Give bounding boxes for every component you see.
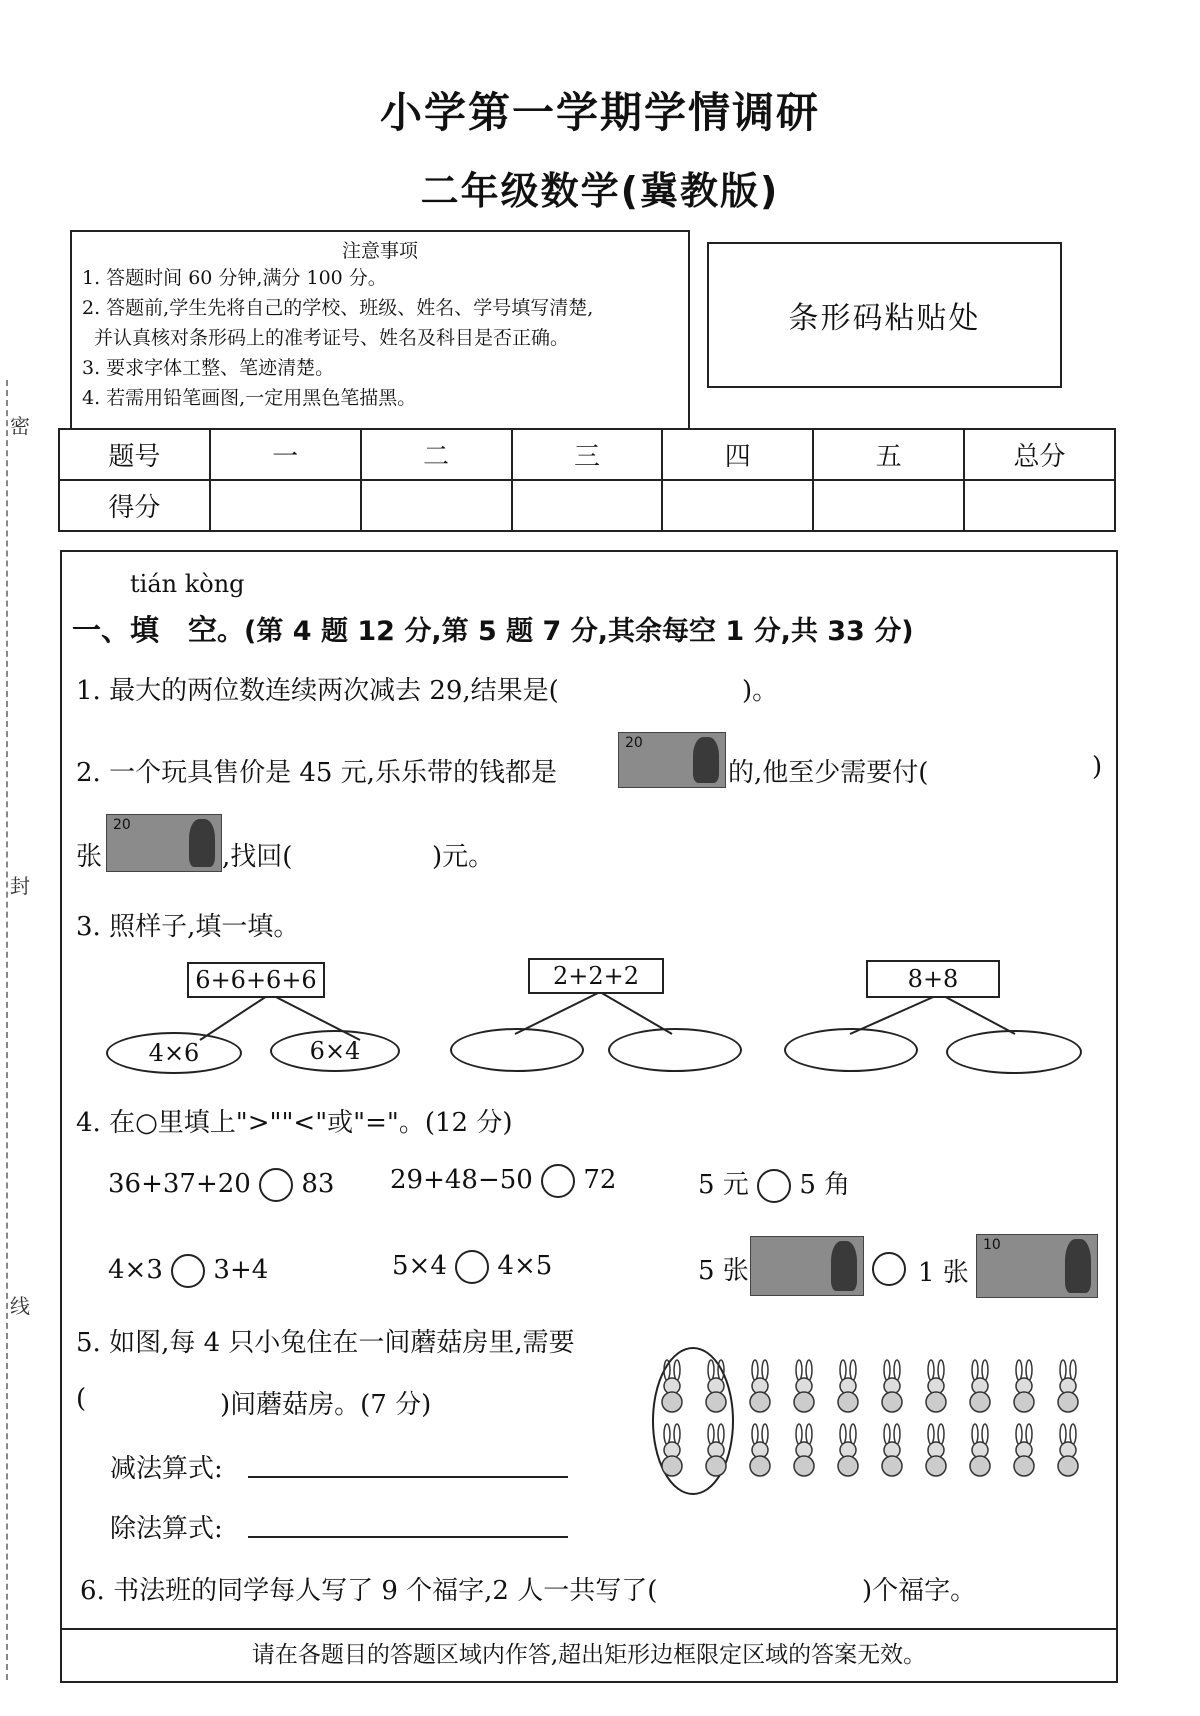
banknote-image (750, 1236, 864, 1296)
score-row (59, 480, 1115, 531)
q2-text-c: 张 (76, 842, 103, 872)
side-char-xian: 线 (10, 1294, 30, 1318)
q3-oval-3-right[interactable] (946, 1030, 1082, 1074)
q4-right-label: 1 张 (918, 1258, 969, 1288)
score-row-label: 得分 (59, 480, 210, 531)
rabbit-icon (926, 1424, 946, 1476)
q4-right: 5 角 (799, 1170, 851, 1200)
q4-right: 72 (583, 1165, 617, 1195)
rabbit-icon (838, 1424, 858, 1476)
q4-right: 4×5 (497, 1251, 553, 1281)
notice-title: 注意事项 (341, 240, 418, 262)
q2-text-e: )元。 (432, 842, 495, 872)
rabbit-icon (794, 1424, 814, 1476)
q2-answer-blank-1[interactable] (960, 752, 1090, 786)
rabbit-icon (662, 1424, 682, 1476)
section-title: 一、填 空 (72, 613, 218, 647)
score-cell[interactable] (964, 480, 1115, 531)
score-cell[interactable] (813, 480, 964, 531)
q4-left: 29+48−50 (390, 1165, 533, 1195)
q2-text-b: 的,他至少需要付( (728, 758, 929, 788)
q1-close: )。 (742, 676, 779, 706)
score-cell[interactable] (512, 480, 663, 531)
banknote-value: 20 (113, 817, 131, 833)
q3-box-2: 2+2+2 (528, 958, 664, 994)
rabbit-icon (1058, 1424, 1078, 1476)
q5-sub-label: 减法算式: (110, 1454, 223, 1484)
score-header-row (59, 429, 1115, 480)
division-answer-line[interactable] (248, 1536, 568, 1538)
score-header: 题号 (59, 429, 210, 480)
q3-oval-2-left[interactable] (450, 1028, 584, 1072)
q2-close-paren: ) (1092, 752, 1103, 782)
banknote-value: 10 (983, 1237, 1001, 1253)
q6-answer-blank[interactable] (730, 1570, 860, 1604)
q3-text: 3. 照样子,填一填。 (76, 912, 300, 942)
score-header: 五 (813, 429, 964, 480)
banknote-20-image (106, 814, 222, 872)
footer-notice (62, 1628, 1116, 1680)
rabbit-icon (706, 1360, 726, 1412)
q6-text: 6. 书法班的同学每人写了 9 个福字,2 人一共写了( (80, 1576, 658, 1606)
q3-box-1: 6+6+6+6 (187, 962, 325, 998)
rabbit-icon (838, 1360, 858, 1412)
q4-item (390, 1164, 616, 1198)
notice-line: 4. 若需用铅笔画图,一定用黑色笔描黑。 (82, 387, 417, 409)
rabbit-icon (882, 1360, 902, 1412)
rabbit-icon (970, 1360, 990, 1412)
q3-oval-2-right[interactable] (608, 1028, 742, 1072)
compare-circle[interactable] (259, 1168, 293, 1202)
q4-text: 4. 在○里填上">""<"或"="。(12 分) (76, 1108, 513, 1138)
q4-left: 36+37+20 (108, 1169, 251, 1199)
banknote-value: 20 (625, 735, 643, 751)
side-char-mi: 密 (10, 414, 30, 438)
q2-answer-blank-2[interactable] (310, 836, 430, 870)
q4-left: 4×3 (108, 1255, 163, 1285)
rabbit-icon (706, 1424, 726, 1476)
score-header: 三 (512, 429, 663, 480)
q4-left: 5 元 (698, 1170, 749, 1200)
compare-circle[interactable] (541, 1164, 575, 1198)
notice-line: 2. 答题前,学生先将自己的学校、班级、姓名、学号填写清楚, (82, 297, 594, 319)
rabbit-icon (970, 1424, 990, 1476)
compare-circle[interactable] (171, 1254, 205, 1288)
q5-text-a: 5. 如图,每 4 只小兔住在一间蘑菇房里,需要 (76, 1328, 575, 1358)
rabbit-icon (794, 1360, 814, 1412)
notice-line: 3. 要求字体工整、笔迹清楚。 (82, 357, 335, 379)
q2-text-d: ,找回( (222, 842, 293, 872)
rabbit-icon (750, 1424, 770, 1476)
q3-oval-3-left[interactable] (784, 1028, 918, 1072)
section-points: 。(第 4 题 12 分,第 5 题 7 分,其余每空 1 分,共 33 分) (217, 616, 914, 647)
q5-answer-blank[interactable] (100, 1384, 218, 1418)
q5-text-c: )间蘑菇房。(7 分) (220, 1390, 432, 1420)
q4-item (108, 1168, 334, 1202)
rabbit-icon (1014, 1360, 1034, 1412)
notice-box (70, 230, 690, 430)
subtraction-answer-line[interactable] (248, 1476, 568, 1478)
rabbit-icon (750, 1360, 770, 1412)
q3-box-3: 8+8 (866, 960, 1000, 998)
section-pinyin: tián kòng (130, 570, 245, 598)
score-cell[interactable] (361, 480, 512, 531)
q6-close: )个福字。 (862, 1576, 977, 1606)
score-header: 四 (662, 429, 813, 480)
score-table (58, 428, 1116, 532)
notice-line: 并认真核对条形码上的准考证号、姓名及科目是否正确。 (94, 327, 570, 349)
q1-answer-blank[interactable] (610, 672, 730, 706)
q4-right: 83 (301, 1169, 335, 1199)
section-header (72, 608, 914, 649)
barcode-label: 条形码粘贴处 (788, 301, 981, 336)
rabbit-icon (1014, 1424, 1034, 1476)
q5-text-b: ( (76, 1384, 87, 1414)
compare-circle[interactable] (872, 1252, 906, 1286)
score-header: 一 (210, 429, 361, 480)
q3-oval-1-left: 4×6 (106, 1032, 242, 1074)
rabbit-icon (926, 1360, 946, 1412)
score-cell[interactable] (210, 480, 361, 531)
page-title: 小学第一学期学情调研 (379, 88, 820, 137)
banknote-20-image (618, 732, 726, 788)
q2-text-a: 2. 一个玩具售价是 45 元,乐乐带的钱都是 (76, 758, 557, 788)
rabbit-icon (882, 1424, 902, 1476)
compare-circle[interactable] (455, 1250, 489, 1284)
q4-right: 3+4 (213, 1255, 269, 1285)
compare-circle[interactable] (757, 1169, 791, 1203)
side-char-feng: 封 (10, 874, 30, 898)
score-cell[interactable] (662, 480, 813, 531)
q4-item (392, 1250, 552, 1284)
notice-line: 1. 答题时间 60 分钟,满分 100 分。 (82, 267, 387, 289)
q4-item (108, 1254, 268, 1288)
page-subtitle: 二年级数学(冀教版) (420, 169, 780, 213)
rabbits-illustration (650, 1346, 1100, 1496)
score-header: 总分 (964, 429, 1115, 480)
barcode-area (707, 242, 1062, 388)
q1-text: 1. 最大的两位数连续两次减去 29,结果是( (76, 676, 559, 706)
q3-oval-1-right: 6×4 (270, 1030, 400, 1072)
q4-left: 5×4 (392, 1251, 447, 1281)
rabbit-icon (1058, 1360, 1078, 1412)
binding-line (6, 380, 28, 1680)
banknote-10-image (976, 1234, 1098, 1298)
footer-text: 请在各题目的答题区域内作答,超出矩形边框限定区域的答案无效。 (251, 1642, 927, 1668)
score-header: 二 (361, 429, 512, 480)
q4-left-label: 5 张 (698, 1256, 749, 1286)
q5-div-label: 除法算式: (110, 1514, 223, 1544)
q4-item (698, 1164, 850, 1203)
